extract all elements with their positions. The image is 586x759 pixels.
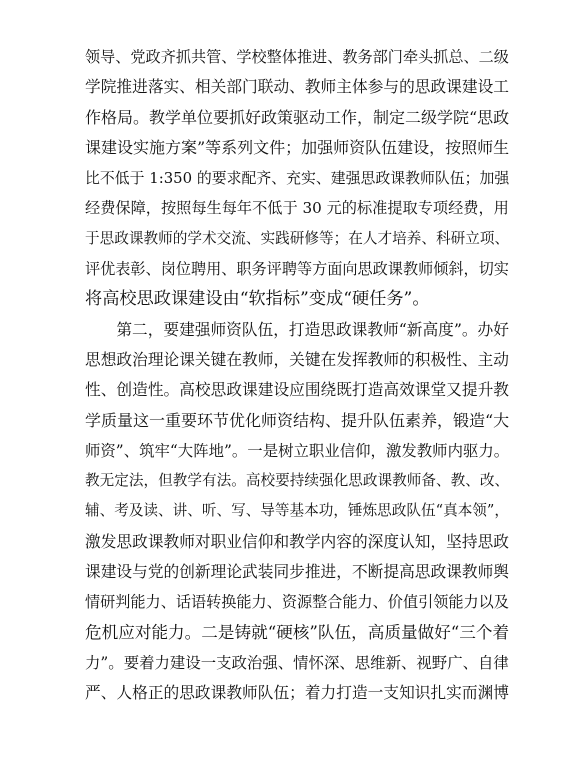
- text-line: 思想政治理论课关键在教师，关键在发挥教师的积极性、主动: [85, 349, 509, 369]
- text-line: 比不低于 1:350 的要求配齐、充实、建强思政课教师队伍；加强: [85, 169, 509, 188]
- text-line: 领导、党政齐抓共管、学校整体推进、教务部门牵头抓总、二级: [85, 48, 509, 66]
- text-line: 经费保障，按照每生每年不低于 30 元的标准提取专项经费，用: [85, 199, 509, 218]
- text-line: 课建设实施方案”等系列文件；加强师资队伍建设，按照师生: [85, 137, 509, 157]
- text-line: 作格局。教学单位要抓好政策驱动工作，制定二级学院“思政: [85, 107, 509, 127]
- text-line: 学质量这一重要环节优化师资结构、提升队伍素养，锻造“大: [85, 410, 509, 430]
- text-line: 学院推进落实、相关部门联动、教师主体参与的思政课建设工: [85, 77, 509, 97]
- text-line: 评优表彰、岗位聘用、职务评聘等方面向思政课教师倾斜，切实: [85, 260, 509, 279]
- body-text: [85, 42, 509, 709]
- text-line: 师资”、筑牢“大阵地”。一是树立职业信仰，激发教师内驱力。: [85, 441, 509, 460]
- text-line: 激发思政课教师对职业信仰和教学内容的深度认知，坚持思政: [85, 531, 509, 551]
- text-line: 将高校思政课建设由“软指标”变成“硬任务”。: [85, 289, 430, 310]
- text-line: 第二，要建强师资队伍，打造思政课教师“新高度”。办好: [85, 319, 509, 339]
- text-line: 力”。要着力建设一支政治强、情怀深、思维新、视野广、自律: [85, 653, 509, 672]
- text-line: 于思政课教师的学术交流、实践研修等；在人才培养、科研立项、: [85, 229, 509, 247]
- text-line: 辅、考及读、讲、听、写、导等基本功，锤炼思政队伍“真本领”，: [85, 502, 509, 520]
- text-line: 情研判能力、话语转换能力、资源整合能力、价值引领能力以及: [85, 593, 509, 612]
- text-line: 课建设与党的创新理论武装同步推进，不断提高思政课教师舆: [85, 562, 509, 582]
- text-line: 严、人格正的思政课教师队伍；着力打造一支知识扎实而渊博: [85, 683, 509, 703]
- text-line: 危机应对能力。二是铸就“硬核”队伍，高质量做好“三个着: [85, 622, 509, 642]
- text-line: 性、创造性。高校思政课建设应围绕既打造高效课堂又提升教: [85, 380, 509, 400]
- text-line: 教无定法，但教学有法。高校要持续强化思政课教师备、教、改、: [85, 472, 509, 490]
